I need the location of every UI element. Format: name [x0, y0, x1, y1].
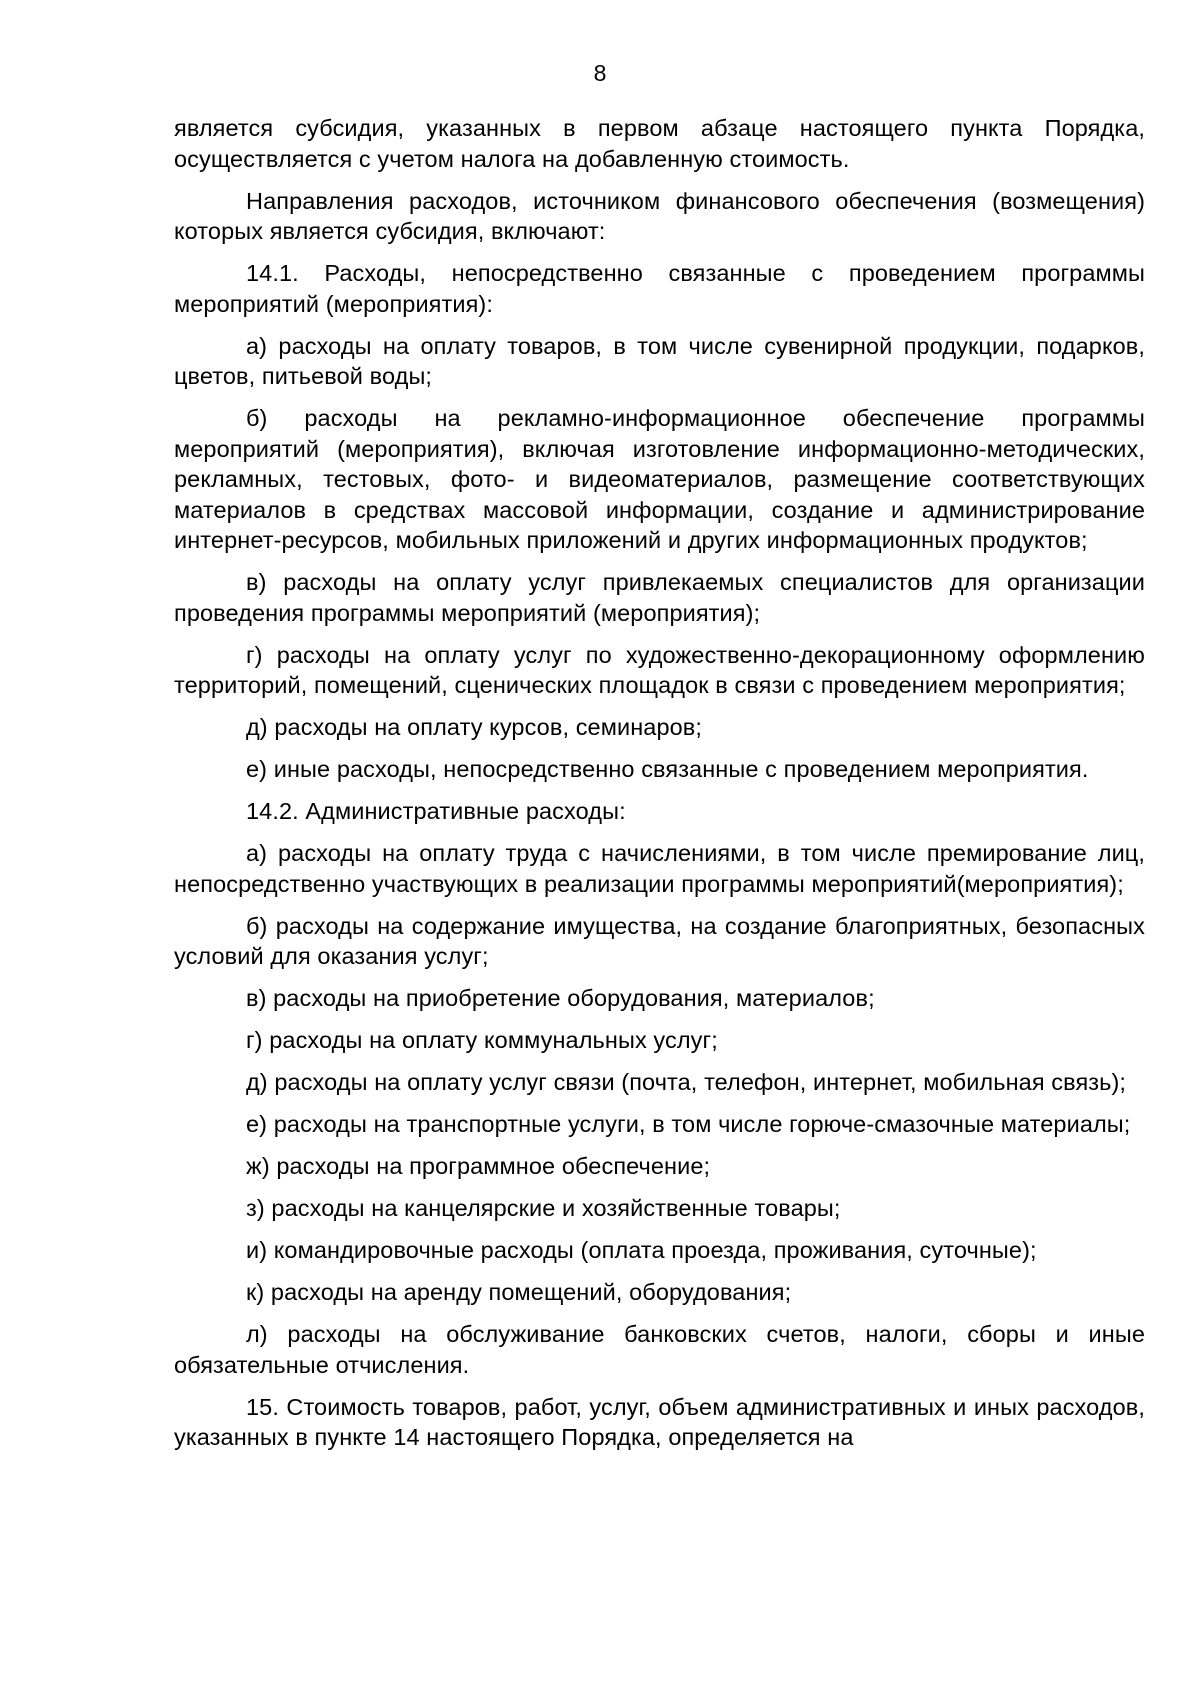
paragraph-14-2-b: б) расходы на содержание имущества, на создание благоприятных, безопасных условий для оказания услуг;	[174, 912, 1145, 969]
document-body	[174, 113, 1145, 1464]
paragraph-14-2: 14.2. Административные расходы:	[246, 798, 626, 824]
paragraph-14-1-g: г) расходы на оплату услуг по художественно-декорационному оформлению территорий, помещений, сценических площадок в связи с проведением мероприятия;	[174, 641, 1145, 698]
paragraph-continuation: является субсидия, указанных в первом абзаце настоящего пункта Порядка, осуществляется с учетом налога на добавленную стоимость.	[174, 115, 1145, 172]
paragraph-14-2-v: в) расходы на приобретение оборудования, материалов;	[246, 985, 875, 1011]
page-number: 8	[593, 60, 607, 86]
paragraph-14-2-g: г) расходы на оплату коммунальных услуг;	[246, 1027, 718, 1053]
paragraph-14-2-a: а) расходы на оплату труда с начислениями, в том числе премирование лиц, непосредственно участвующих в реализации программы мероприятий(мероприятия);	[174, 840, 1145, 897]
paragraph-expense-directions: Направления расходов, источником финансового обеспечения (возмещения) которых является субсидия, включают:	[174, 187, 1145, 244]
paragraph-14-2-z: з) расходы на канцелярские и хозяйственные товары;	[246, 1195, 841, 1221]
paragraph-14-2-l: л) расходы на обслуживание банковских счетов, налоги, сборы и иные обязательные отчисления.	[174, 1321, 1145, 1378]
paragraph-14-1-e: е) иные расходы, непосредственно связанные с проведением мероприятия.	[246, 756, 1089, 782]
paragraph-15: 15. Стоимость товаров, работ, услуг, объем административных и иных расходов, указанных в пункте 14 настоящего Порядка, определяется на	[174, 1393, 1145, 1450]
paragraph-14-1-v: в) расходы на оплату услуг привлекаемых специалистов для организации проведения программы мероприятий (мероприятия);	[174, 569, 1145, 626]
paragraph-14-1-d: д) расходы на оплату курсов, семинаров;	[246, 714, 702, 740]
paragraph-14-2-zh: ж) расходы на программное обеспечение;	[246, 1153, 711, 1179]
paragraph-14-1-b: б) расходы на рекламно-информационное обеспечение программы мероприятий (мероприятия), включая изготовление информационно-методических, рекламных, тестовых, фото- и видеоматериалов, размещение соответствующих материалов в средствах массовой информации, создание и администрирование интернет-ресурсов, мобильных приложений и других информационных продуктов;	[174, 405, 1145, 553]
paragraph-14-1-a: а) расходы на оплату товаров, в том числе сувенирной продукции, подарков, цветов, питьевой воды;	[174, 332, 1145, 389]
paragraph-14-2-e: е) расходы на транспортные услуги, в том числе горюче-смазочные материалы;	[246, 1111, 1131, 1137]
paragraph-14-2-i: и) командировочные расходы (оплата проезда, проживания, суточные);	[246, 1237, 1037, 1263]
paragraph-14-1: 14.1. Расходы, непосредственно связанные с проведением программы мероприятий (мероприятия):	[174, 260, 1145, 317]
paragraph-14-2-k: к) расходы на аренду помещений, оборудования;	[246, 1279, 792, 1305]
paragraph-14-2-d: д) расходы на оплату услуг связи (почта, телефон, интернет, мобильная связь);	[246, 1069, 1127, 1095]
